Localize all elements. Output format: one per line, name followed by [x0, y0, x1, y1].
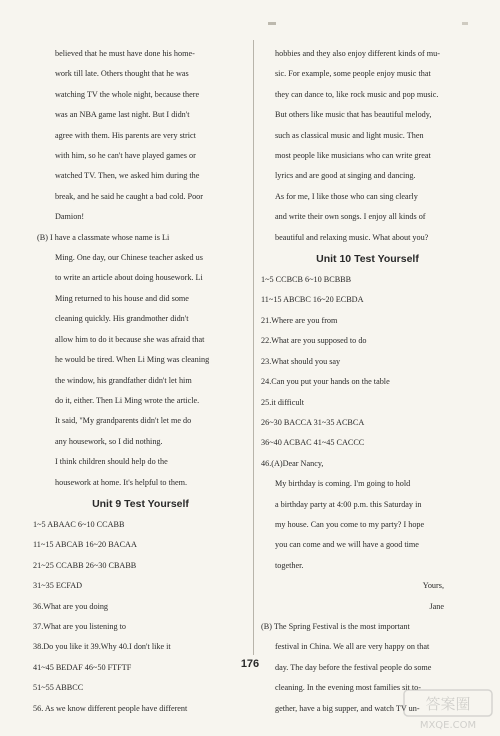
- text-line: 11~15 ABCBC 16~20 ECBDA: [261, 295, 364, 305]
- svg-text:答案圈: 答案圈: [425, 695, 471, 713]
- text-line: But others like music that has beautiful melody,: [275, 110, 432, 120]
- text-line: beautiful and relaxing music. What about you?: [275, 232, 429, 242]
- text-line: 24.Can you put your hands on the table: [261, 377, 390, 387]
- text-line: My birthday is coming. I'm going to hold: [275, 479, 411, 489]
- text-line: and write their own songs. I enjoy all kinds of: [275, 212, 426, 222]
- text-line: 36~40 ACBAC 41~45 CACCC: [261, 438, 365, 448]
- text-line: 21.Where are you from: [261, 315, 338, 325]
- text-line: cleaning. In the evening most families sit to-: [275, 683, 421, 693]
- text-line: sic. For example, some people enjoy music that: [275, 69, 431, 79]
- text-line: 51~55 ABBCC: [33, 683, 84, 693]
- column-divider: [253, 40, 254, 655]
- text-line: 1~5 CCBCB 6~10 BCBBB: [261, 275, 352, 285]
- text-line: watched TV. Then, we asked him during the: [55, 171, 200, 181]
- text-line: Damion!: [55, 212, 85, 222]
- text-line: 36.What are you doing: [33, 601, 109, 611]
- text-line: together.: [275, 560, 304, 570]
- watermark-logo: [402, 688, 494, 732]
- text-line: 25.it difficult: [261, 397, 305, 407]
- text-line: such as classical music and light music. Then: [275, 130, 424, 140]
- text-line: cleaning quickly. His grandmother didn't: [55, 314, 189, 324]
- text-line: to write an article about doing housework. Li: [55, 273, 203, 283]
- section-heading: Unit 9 Test Yourself: [92, 497, 189, 510]
- text-line: 21~25 CCABB 26~30 CBABB: [33, 560, 137, 570]
- text-line: 26~30 BACCA 31~35 ACBCA: [261, 417, 365, 427]
- text-line: As for me, I like those who can sing clearly: [275, 191, 418, 201]
- text-line: housework at home. It's helpful to them.: [55, 477, 187, 487]
- left-column: [33, 44, 248, 719]
- text-line: they can dance to, like rock music and pop music.: [275, 89, 439, 99]
- text-line: 22.What are you supposed to do: [261, 336, 367, 346]
- scan-mark: [268, 22, 276, 25]
- text-line: 1~5 ABAAC 6~10 CCABB: [33, 519, 125, 529]
- text-line: Ming. One day, our Chinese teacher asked us: [55, 253, 203, 263]
- text-line: he would be tired. When Li Ming was cleaning: [55, 355, 210, 365]
- text-line: 37.What are you listening to: [33, 621, 126, 631]
- text-line: a birthday party at 4:00 p.m. this Saturday in: [275, 499, 422, 509]
- text-line: 11~15 ABCAB 16~20 BACAA: [33, 540, 137, 550]
- text-line: 56. As we know different people have different: [33, 703, 188, 713]
- text-line: my house. Can you come to my party? I hope: [275, 519, 425, 529]
- text-line: Jane: [429, 601, 444, 611]
- text-line: 38.Do you like it 39.Why 40.I don't like it: [33, 642, 171, 652]
- text-line: 46.(A)Dear Nancy,: [261, 458, 324, 468]
- section-heading: Unit 10 Test Yourself: [316, 253, 419, 266]
- text-line: with him, so he can't have played games or: [55, 151, 196, 161]
- text-line: gether, have a big supper, and watch TV un-: [275, 703, 420, 713]
- text-line: the window, his grandfather didn't let him: [55, 375, 192, 385]
- text-line: believed that he must have done his home-: [55, 49, 195, 58]
- text-line: agree with them. His parents are very strict: [55, 130, 196, 140]
- text-line: (B) I have a classmate whose name is Li: [37, 232, 170, 242]
- text-line: 23.What should you say: [261, 356, 341, 366]
- text-line: hobbies and they also enjoy different kinds of mu-: [275, 49, 440, 58]
- text-line: was an NBA game last night. But I didn't: [55, 110, 190, 120]
- text-line: Yours,: [422, 581, 444, 591]
- text-line: most people like musicians who can write great: [275, 151, 431, 161]
- right-column: [261, 44, 474, 719]
- text-line: festival in China. We all are very happy on that: [275, 642, 430, 652]
- svg-text:MXQE.COM: MXQE.COM: [419, 720, 477, 731]
- scan-mark: [462, 22, 468, 25]
- text-line: It said, "My grandparents didn't let me do: [55, 416, 192, 426]
- text-line: break, and he said he caught a bad cold. Poor: [55, 191, 204, 201]
- text-line: watching TV the whole night, because there: [55, 89, 200, 99]
- text-line: allow him to do it because she was afraid that: [55, 334, 205, 344]
- text-line: Ming returned to his house and did some: [55, 293, 189, 303]
- text-line: any housework, so I did nothing.: [55, 436, 163, 446]
- text-line: do it, either. Then Li Ming wrote the article.: [55, 395, 200, 405]
- text-line: you can come and we will have a good time: [275, 540, 419, 550]
- text-line: day. The day before the festival people do some: [275, 662, 432, 672]
- text-line: I think children should help do the: [55, 457, 168, 467]
- text-line: 41~45 BEDAF 46~50 FTFTF: [33, 662, 132, 672]
- text-line: lyrics and are good at singing and dancing.: [275, 171, 416, 181]
- text-line: (B) The Spring Festival is the most important: [261, 621, 410, 631]
- text-line: work till late. Others thought that he was: [55, 69, 189, 79]
- text-line: 31~35 ECFAD: [33, 581, 83, 591]
- page-number: 176: [240, 658, 260, 670]
